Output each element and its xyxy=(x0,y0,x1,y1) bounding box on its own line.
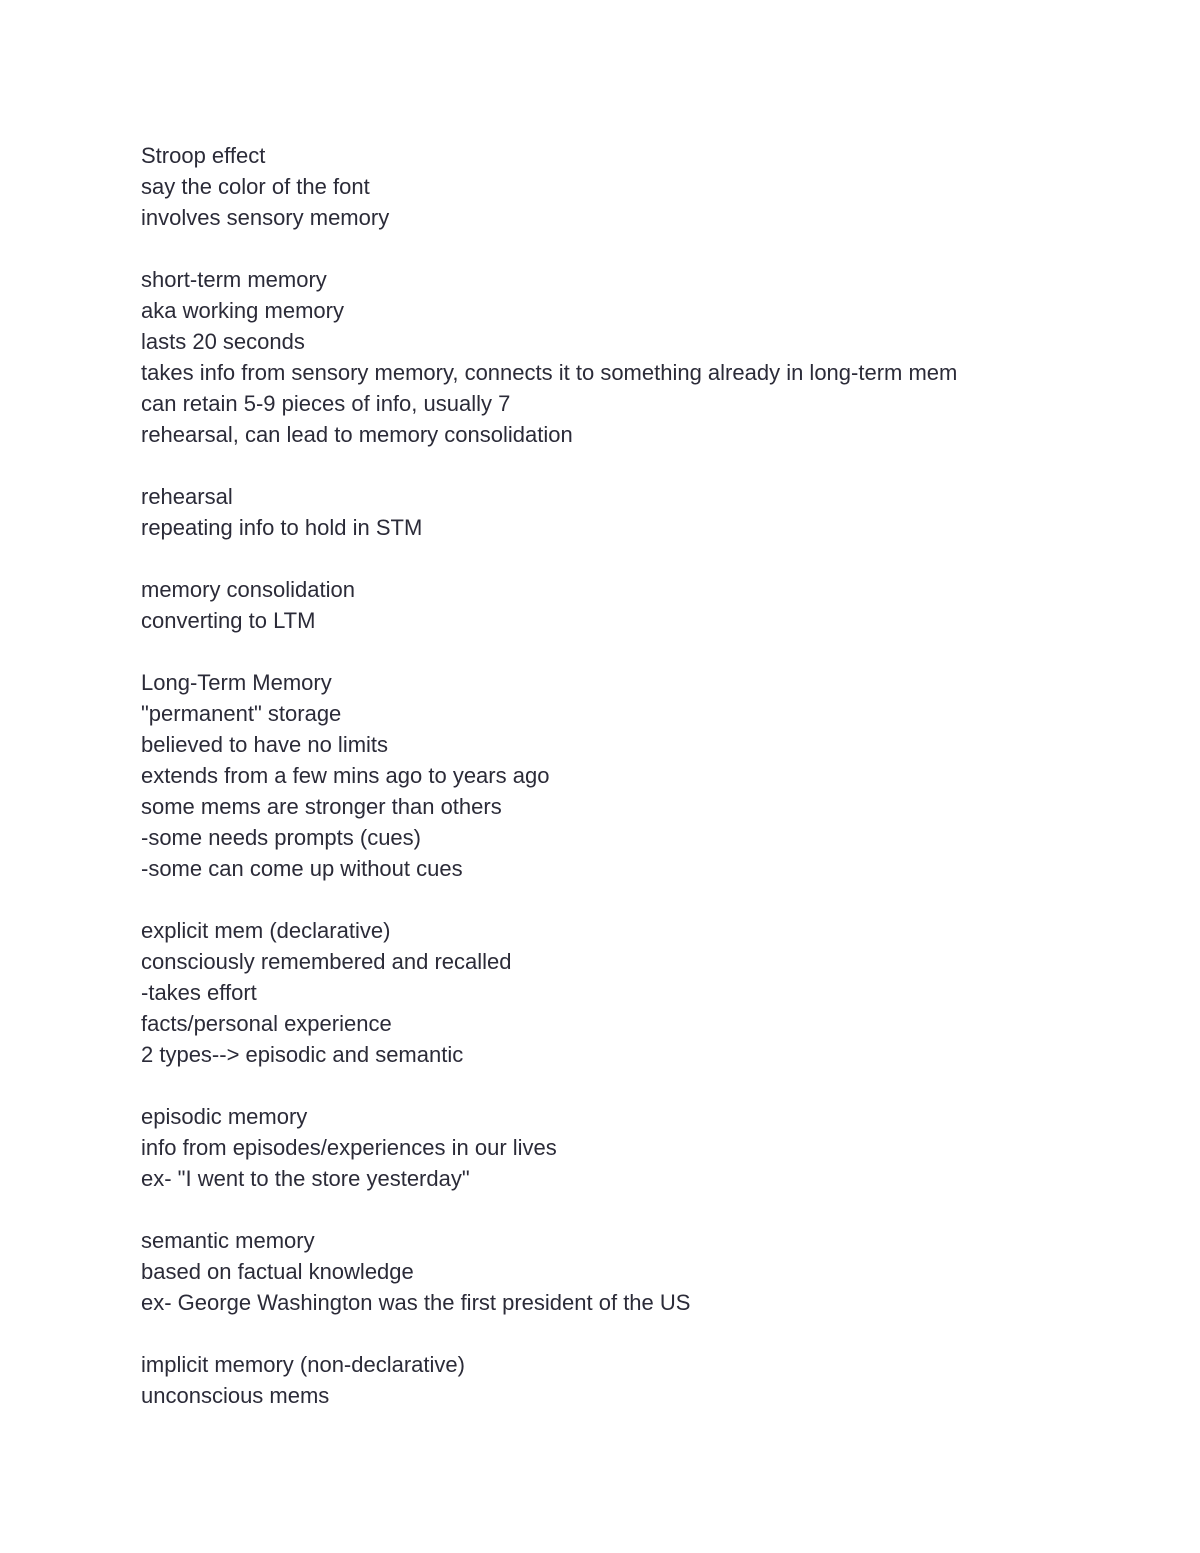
note-line: unconscious mems xyxy=(141,1383,330,1408)
section-heading: explicit mem (declarative) xyxy=(141,918,391,943)
note-line: believed to have no limits xyxy=(141,732,389,757)
note-section-long-term-memory xyxy=(141,667,1141,884)
note-line: -some can come up without cues xyxy=(141,856,463,881)
section-heading: implicit memory (non-declarative) xyxy=(141,1352,465,1377)
section-heading: rehearsal xyxy=(141,484,233,509)
note-line: -some needs prompts (cues) xyxy=(141,825,421,850)
note-line: lasts 20 seconds xyxy=(141,329,305,354)
section-heading: short-term memory xyxy=(141,267,327,292)
note-line: ex- George Washington was the first president of the US xyxy=(141,1290,691,1315)
section-heading: Long-Term Memory xyxy=(141,670,332,695)
note-line: extends from a few mins ago to years ago xyxy=(141,763,550,788)
note-section-episodic-memory xyxy=(141,1101,1141,1194)
note-section-memory-consolidation xyxy=(141,574,1141,636)
section-spacer xyxy=(141,636,1141,667)
note-section-short-term-memory xyxy=(141,264,1141,450)
note-line: say the color of the font xyxy=(141,174,370,199)
section-spacer xyxy=(141,1070,1141,1101)
note-line: takes info from sensory memory, connects it to something already in long-term mem xyxy=(141,360,958,385)
note-line: some mems are stronger than others xyxy=(141,794,502,819)
note-line: 2 types--> episodic and semantic xyxy=(141,1042,464,1067)
document-page xyxy=(141,140,1141,1411)
note-line: -takes effort xyxy=(141,980,257,1005)
section-spacer xyxy=(141,1194,1141,1225)
note-line: repeating info to hold in STM xyxy=(141,515,423,540)
section-heading: Stroop effect xyxy=(141,143,266,168)
note-line: involves sensory memory xyxy=(141,205,390,230)
section-heading: semantic memory xyxy=(141,1228,315,1253)
note-line: aka working memory xyxy=(141,298,344,323)
section-spacer xyxy=(141,884,1141,915)
note-section-semantic-memory xyxy=(141,1225,1141,1318)
note-line: converting to LTM xyxy=(141,608,316,633)
note-line: based on factual knowledge xyxy=(141,1259,414,1284)
note-line: rehearsal, can lead to memory consolidation xyxy=(141,422,573,447)
note-section-implicit-memory xyxy=(141,1349,1141,1411)
note-line: ex- "I went to the store yesterday" xyxy=(141,1166,470,1191)
note-section-stroop-effect xyxy=(141,140,1141,233)
section-spacer xyxy=(141,543,1141,574)
note-line: facts/personal experience xyxy=(141,1011,392,1036)
note-line: consciously remembered and recalled xyxy=(141,949,512,974)
note-line: info from episodes/experiences in our lives xyxy=(141,1135,557,1160)
section-heading: memory consolidation xyxy=(141,577,355,602)
note-section-rehearsal xyxy=(141,481,1141,543)
section-spacer xyxy=(141,233,1141,264)
note-line: "permanent" storage xyxy=(141,701,342,726)
note-line: can retain 5-9 pieces of info, usually 7 xyxy=(141,391,511,416)
section-heading: episodic memory xyxy=(141,1104,308,1129)
section-spacer xyxy=(141,450,1141,481)
note-section-explicit-memory xyxy=(141,915,1141,1070)
section-spacer xyxy=(141,1318,1141,1349)
